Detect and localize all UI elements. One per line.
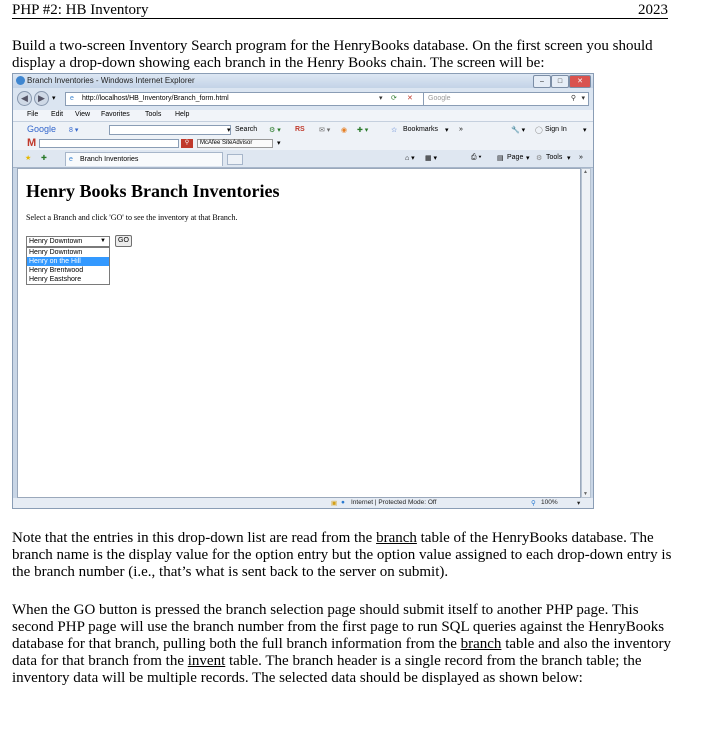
- close-button[interactable]: ✕: [569, 75, 591, 88]
- minimize-button[interactable]: –: [533, 75, 551, 88]
- tab-row: [13, 150, 593, 168]
- document-year: 2023: [638, 2, 668, 18]
- toolbar-mail-icon[interactable]: ✉ ▾: [319, 127, 331, 134]
- mcafee-dropdown-icon[interactable]: ▾: [277, 140, 281, 147]
- note-text-1: Note that the entries in this drop-down list are read from the: [12, 530, 373, 546]
- mcafee-search-icon[interactable]: ⚲: [181, 139, 193, 148]
- vertical-scrollbar[interactable]: [581, 168, 591, 498]
- menu-edit[interactable]: Edit: [51, 111, 64, 118]
- second-text-2: table and also the inventory data for that branch from the: [12, 636, 671, 669]
- bookmarks-button[interactable]: Bookmarks: [403, 126, 439, 133]
- window-titlebar: [13, 74, 593, 88]
- chevron-down-icon: ▼: [100, 238, 106, 244]
- window-title: Branch Inventories - Windows Internet Explorer: [27, 76, 195, 85]
- branch-option[interactable]: Henry Brentwood: [29, 267, 84, 274]
- toolbar-overflow[interactable]: »: [459, 126, 463, 133]
- account-icon: ◯: [535, 127, 543, 134]
- second-invent-term: invent: [187, 653, 226, 669]
- sign-in-button[interactable]: Sign In: [545, 126, 567, 133]
- branch-select[interactable]: [26, 236, 110, 247]
- mcafee-logo-icon: M: [27, 137, 37, 149]
- tools-menu-dropdown-icon[interactable]: ▾: [567, 155, 571, 162]
- page-title: Henry Books Branch Inventories: [26, 181, 280, 201]
- add-favorites-icon[interactable]: ✚: [41, 155, 47, 162]
- note-text-2: table of the HenryBooks database. The branch name is the display value for the option entry but the option value assigned to each drop-down entry is the branch number (i.e., that’s what is sent back to the server on submit).: [12, 530, 672, 580]
- page-icon: e: [70, 95, 74, 102]
- page-menu-icon: ▤: [497, 155, 504, 162]
- menu-favorites[interactable]: Favorites: [101, 111, 130, 118]
- search-options-icon[interactable]: ▾: [581, 95, 585, 102]
- second-text-1: When the GO button is pressed the branch selection page should submit itself to another PHP page. This second PHP page will use the branch number from the first page to run SQL queries against the HenryBooks database for that branch, pulling both the full branch information from the: [12, 602, 665, 652]
- favorites-star-icon[interactable]: ★: [25, 155, 32, 162]
- mcafee-toolbar: [13, 137, 593, 150]
- menu-help[interactable]: Help: [175, 111, 190, 118]
- google-combo-dropdown-icon[interactable]: ▾: [227, 127, 231, 134]
- tab-branch-inventories[interactable]: [65, 152, 223, 166]
- second-text-3: table. The branch header is a single record from the branch table; the inventory data will be multiple records. The selected data should be displayed as shown below:: [12, 653, 642, 686]
- search-placeholder: Google: [428, 95, 451, 102]
- mcafee-search-box[interactable]: [39, 139, 179, 148]
- scroll-down-icon[interactable]: ▼: [583, 491, 588, 497]
- mcafee-siteadvisor-button[interactable]: McAfee SiteAdvisor: [197, 139, 273, 148]
- command-overflow-icon[interactable]: »: [579, 154, 583, 161]
- maximize-button[interactable]: □: [551, 75, 569, 88]
- branch-option[interactable]: Henry Eastshore: [29, 276, 82, 283]
- address-bar-row: [13, 88, 593, 110]
- google-logo: Google: [27, 124, 57, 134]
- google-toolbar: [13, 121, 593, 138]
- home-icon[interactable]: ⌂ ▾: [405, 155, 415, 162]
- page-menu[interactable]: Page: [507, 154, 524, 161]
- tools-gear-icon: ⚙: [536, 155, 543, 162]
- web-content: [17, 168, 581, 498]
- wrench-icon[interactable]: 🔧 ▾: [511, 127, 526, 134]
- internet-zone-icon: ●: [341, 499, 345, 506]
- go-button[interactable]: GO: [115, 235, 132, 247]
- ie-logo-icon: [16, 76, 25, 85]
- status-zoom[interactable]: 100%: [541, 499, 558, 506]
- note-paragraph: [12, 530, 672, 581]
- status-bar: [13, 498, 593, 508]
- page-menu-dropdown-icon[interactable]: ▾: [526, 155, 530, 162]
- zoom-icon: ⚲: [531, 500, 536, 507]
- rs-button[interactable]: RS: [295, 126, 305, 133]
- page-instruction: Select a Branch and click 'GO' to see the inventory at that Branch.: [26, 213, 238, 222]
- security-icon: ▣: [331, 500, 338, 507]
- bookmarks-star-icon[interactable]: ☆: [391, 127, 398, 134]
- address-dropdown-icon[interactable]: ▾: [379, 95, 383, 102]
- menu-file[interactable]: File: [27, 111, 39, 118]
- status-zone-text[interactable]: Internet | Protected Mode: Off: [351, 499, 437, 506]
- sign-in-dropdown-icon[interactable]: ▾: [583, 127, 587, 134]
- address-field[interactable]: [65, 92, 425, 106]
- search-icon[interactable]: ⚲: [570, 95, 576, 102]
- tools-menu[interactable]: Tools: [546, 154, 563, 161]
- branch-select-value: Henry Downtown: [29, 238, 83, 245]
- second-branch-term: branch: [460, 636, 502, 652]
- tab-label: Branch Inventories: [80, 156, 139, 163]
- toolbar-tools-icon[interactable]: ⚙ ▾: [269, 127, 281, 134]
- print-icon[interactable]: ⎙ ▾: [471, 154, 482, 161]
- menu-view[interactable]: View: [75, 111, 91, 118]
- second-page-paragraph: [12, 602, 672, 687]
- refresh-icon[interactable]: ⟳: [391, 95, 397, 102]
- feeds-icon[interactable]: ▦ ▾: [425, 155, 438, 162]
- menu-tools[interactable]: Tools: [145, 111, 162, 118]
- toolbar-news-icon[interactable]: ◉: [341, 127, 348, 134]
- google-search-box[interactable]: [109, 125, 231, 135]
- recent-pages-icon[interactable]: ▾: [52, 95, 56, 102]
- google-search-button[interactable]: Search: [235, 126, 258, 133]
- forward-button[interactable]: ▶: [34, 91, 49, 106]
- google-options-icon[interactable]: 8 ▾: [69, 127, 79, 134]
- branch-option[interactable]: Henry on the Hill: [27, 257, 109, 266]
- new-tab-button[interactable]: [227, 154, 243, 165]
- search-input[interactable]: [423, 92, 589, 106]
- document-title: PHP #2: HB Inventory: [12, 2, 149, 18]
- note-branch-term: branch: [376, 530, 417, 546]
- browser-window: [12, 73, 594, 509]
- menu-bar: [13, 110, 593, 121]
- stop-icon[interactable]: ✕: [407, 95, 413, 102]
- document-header: [12, 2, 668, 19]
- branch-options-list: [26, 247, 110, 285]
- toolbar-addon-icon[interactable]: ✚ ▾: [357, 127, 369, 134]
- intro-paragraph: Build a two-screen Inventory Search program for the HenryBooks database. On the first screen you should display a drop-down showing each branch in the Henry Books chain. The screen will be:: [12, 38, 653, 71]
- address-text: http://localhost/HB_Inventory/Branch_form.html: [82, 95, 229, 102]
- branch-option[interactable]: Henry Downtown: [29, 249, 83, 256]
- bookmarks-dropdown-icon[interactable]: ▾: [445, 127, 449, 134]
- zoom-dropdown-icon[interactable]: ▾: [577, 500, 581, 507]
- scroll-up-icon[interactable]: ▲: [583, 169, 588, 175]
- tab-page-icon: e: [69, 156, 73, 163]
- back-button[interactable]: ◀: [17, 91, 32, 106]
